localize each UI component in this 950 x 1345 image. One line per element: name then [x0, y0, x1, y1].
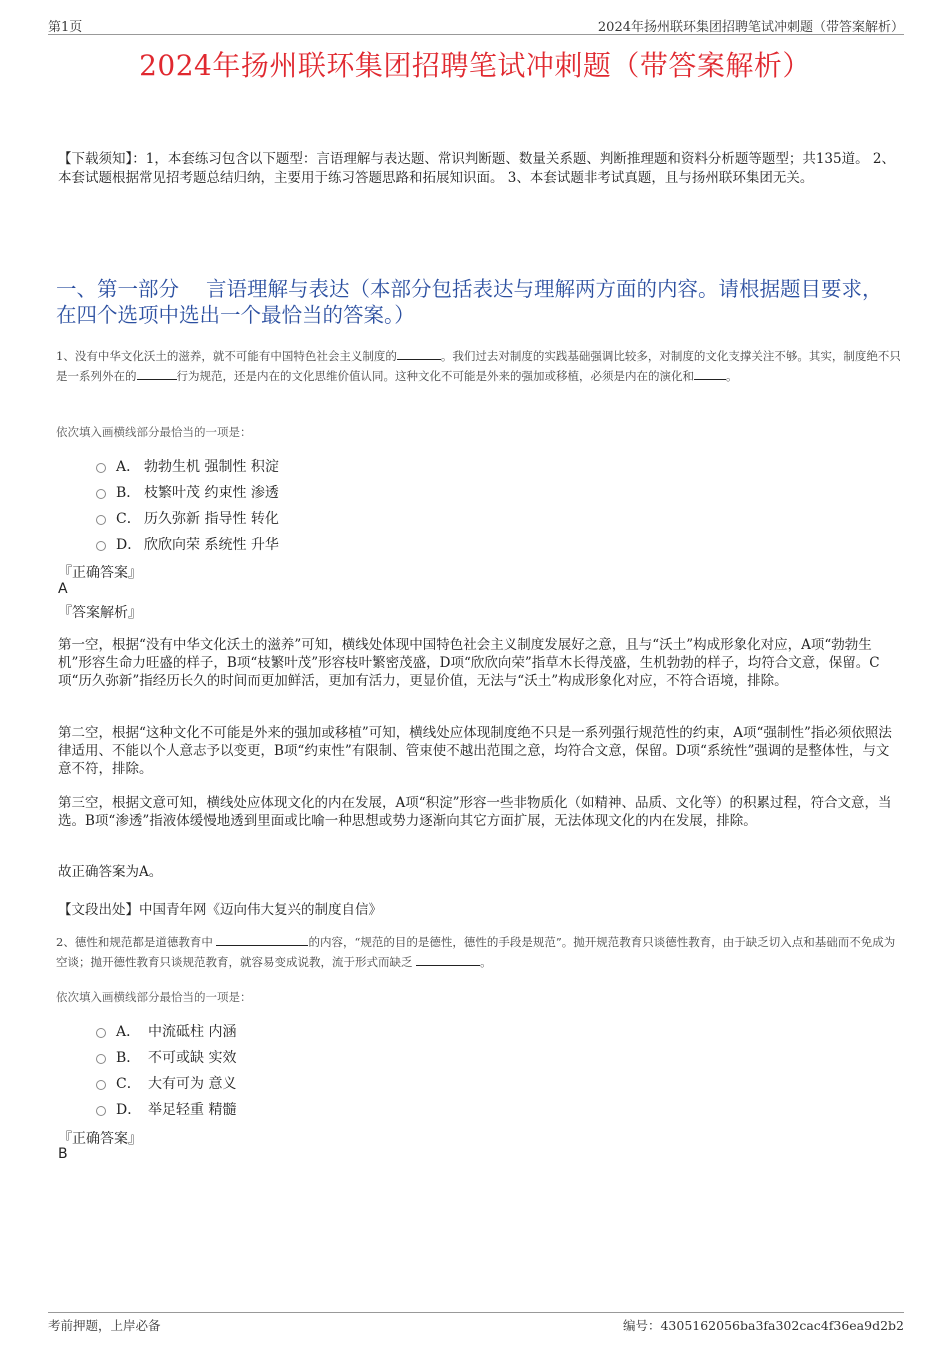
fill-blank [694, 367, 726, 380]
option-a[interactable] [96, 453, 279, 479]
analysis-label: 『答案解析』 [58, 605, 142, 621]
question-1-stem [56, 346, 902, 386]
option-text: 不可或缺 实效 [148, 1050, 237, 1066]
question-1-stem-part: 1、没有中华文化沃土的滋养，就不可能有中国特色社会主义制度的 [56, 349, 397, 363]
page-header [48, 14, 904, 35]
question-2-options [96, 1018, 236, 1122]
question-1-options [96, 453, 279, 557]
question-2-stem-part: 。 [480, 955, 492, 969]
option-d[interactable] [96, 1096, 236, 1122]
fill-blank [137, 367, 177, 380]
option-text: 中流砥柱 内涵 [148, 1024, 237, 1040]
question-1-stem-part: 。 [726, 369, 738, 383]
option-b[interactable] [96, 479, 279, 505]
footer-slogan: 考前押题，上岸必备 [48, 1318, 161, 1333]
correct-answer-label: 『正确答案』 [58, 565, 142, 581]
question-1-instruction: 依次填入画横线部分最恰当的一项是： [56, 425, 252, 439]
option-b[interactable] [96, 1044, 236, 1070]
download-notice: 【下载须知】：1，本套练习包含以下题型：言语理解与表达题、常识判断题、数量关系题、判断推理题和资料分析题等题型；共135道。 2、本套试题根据常见招考题总结归纳，主要用于练习答题思路和拓展知识面。 3、本套试题非考试真题，且与扬州联环集团无关。 [58, 151, 895, 186]
option-letter: A． [116, 1024, 141, 1040]
option-text: 历久弥新 指导性 转化 [144, 511, 279, 527]
correct-answer: A [58, 581, 68, 597]
passage-source: 【文段出处】中国青年网《迈向伟大复兴的制度自信》 [58, 902, 382, 918]
document-title: 2024年扬州联环集团招聘笔试冲刺题（带答案解析） [139, 49, 811, 82]
option-a[interactable] [96, 1018, 236, 1044]
fill-blank [416, 953, 480, 966]
option-letter: C． [116, 1076, 141, 1092]
radio-icon[interactable] [96, 1028, 106, 1038]
option-letter: C． [116, 511, 141, 527]
radio-icon[interactable] [96, 515, 106, 525]
option-letter: D． [116, 537, 142, 553]
correct-answer-label: 『正确答案』 [58, 1131, 142, 1147]
radio-icon[interactable] [96, 1106, 106, 1116]
radio-icon[interactable] [96, 1054, 106, 1064]
question-2-stem [56, 932, 902, 972]
option-c[interactable] [96, 1070, 236, 1096]
radio-icon[interactable] [96, 489, 106, 499]
option-text: 举足轻重 精髓 [148, 1102, 237, 1118]
radio-icon[interactable] [96, 463, 106, 473]
question-2-stem-part: 2、德性和规范都是道德教育中 [56, 935, 217, 949]
correct-answer: B [58, 1146, 68, 1162]
option-text: 欣欣向荣 系统性 升华 [144, 537, 279, 553]
option-text: 大有可为 意义 [148, 1076, 237, 1092]
question-2-stem-part: 的内容，“规范的目的是德性，德性的手段是规范”。抛开规范教育只谈德性教育，由于缺乏切入点和基础而不免成为空谈；抛开德性教育只谈规范教育，就容易变成说教，流于形式而缺乏 [56, 935, 896, 969]
fill-blank [397, 347, 441, 360]
analysis-conclusion: 故正确答案为A。 [58, 864, 163, 880]
document-id: 编号：4305162056ba3fa302cac4f36ea9d2b2 [622, 1318, 904, 1333]
analysis-paragraph: 第三空，根据文意可知，横线处应体现文化的内在发展，A项“积淀”形容一些非物质化（如精神、品质、文化等）的积累过程，符合文意，当选。B项“渗透”指液体缓慢地透到里面或比喻一种思想或势力逐渐向其它方面扩展，无法体现文化的内在发展，排除。 [58, 795, 892, 829]
radio-icon[interactable] [96, 541, 106, 551]
option-letter: B． [116, 485, 141, 501]
option-text: 枝繁叶茂 约束性 渗透 [144, 485, 279, 501]
header-doc-title: 2024年扬州联环集团招聘笔试冲刺题（带答案解析） [597, 20, 904, 35]
option-text: 勃勃生机 强制性 积淀 [144, 459, 279, 475]
radio-icon[interactable] [96, 1080, 106, 1090]
fill-blank [216, 933, 308, 946]
option-c[interactable] [96, 505, 279, 531]
question-2-instruction: 依次填入画横线部分最恰当的一项是： [56, 990, 252, 1004]
analysis-paragraph: 第二空，根据“这种文化不可能是外来的强加或移植”可知，横线处应体现制度绝不只是一系列强行规范性的约束，A项“强制性”指必须依照法律适用、不能以个人意志予以变更，B项“约束性”有限制、管束使不越出范围之意，均符合文意，保留。D项“系统性”强调的是整体性，与文意不符，排除。 [58, 725, 892, 777]
analysis-paragraph: 第一空，根据“没有中华文化沃土的滋养”可知，横线处体现中国特色社会主义制度发展好之意，且与“沃土”构成形象化对应，A项“勃勃生机”形容生命力旺盛的样子，B项“枝繁叶茂”形容枝叶繁密茂盛，D项“欣欣向荣”指草木长得茂盛，生机勃勃的样子，均符合文意，保留。C项“历久弥新”指经历长久的时间而更加鲜活，更加有活力，更显价值，无法与“沃土”构成形象化对应，不符合语境，排除。 [58, 637, 880, 689]
question-1-stem-part: 行为规范，还是内在的文化思维价值认同。这种文化不可能是外来的强加或移植，必须是内在的演化和 [176, 369, 694, 383]
page-number: 第1页 [48, 20, 83, 35]
option-letter: D． [116, 1102, 142, 1118]
option-letter: B． [116, 1050, 141, 1066]
question-1-stem-part: 。我们过去对制度的实践基础强调比较多，对制度的文化支撑关注不够。其实，制度绝不只是一系列外在的 [56, 349, 901, 383]
option-letter: A． [116, 459, 141, 475]
page-footer [48, 1312, 904, 1337]
section-heading: 一、第一部分 言语理解与表达（本部分包括表达与理解两方面的内容。请根据题目要求，在四个选项中选出一个最恰当的答案。） [56, 277, 883, 327]
option-d[interactable] [96, 531, 279, 557]
